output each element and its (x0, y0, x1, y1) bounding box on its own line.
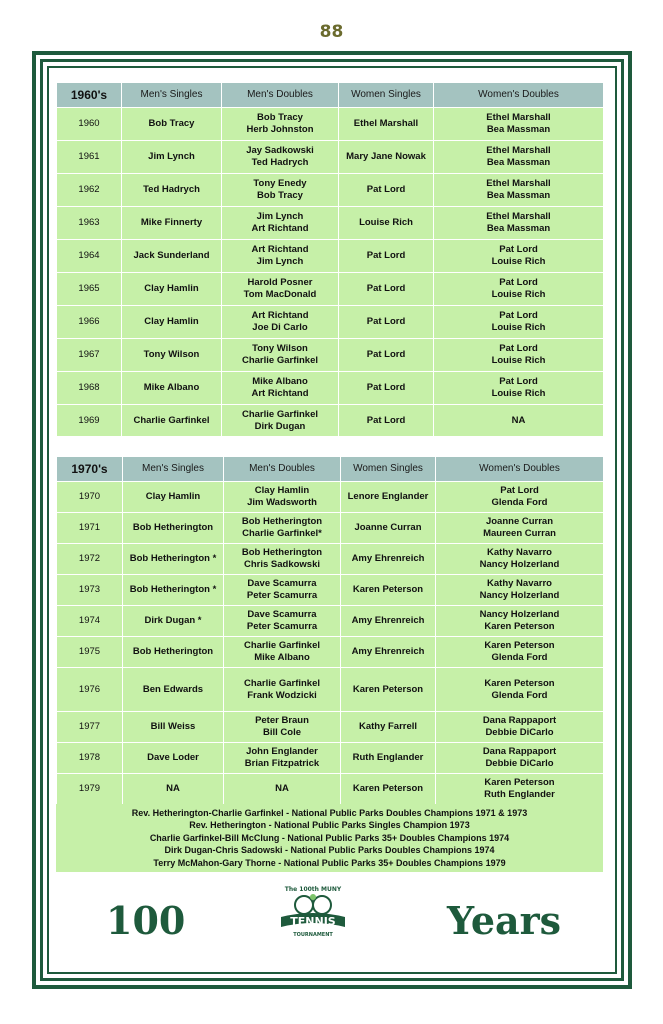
year-cell: 1976 (57, 668, 123, 712)
player-name: Ethel Marshall (486, 211, 551, 222)
player-name: Glenda Ford (491, 497, 548, 508)
women-singles-cell: Pat Lord (339, 405, 434, 437)
player-name: Herb Johnston (246, 124, 314, 135)
table-row (57, 513, 604, 544)
mens-singles-cell: Clay Hamlin (122, 273, 222, 306)
womens-doubles-cell (434, 108, 604, 141)
table-row (57, 405, 604, 437)
year-cell: 1973 (57, 575, 123, 606)
player-name: Pat Lord (499, 310, 538, 321)
player-name: Frank Wodzicki (247, 689, 317, 701)
mens-singles-cell: Mike Finnerty (122, 207, 222, 240)
womens-doubles-cell (434, 273, 604, 306)
mens-doubles-cell (224, 575, 341, 606)
player-name: Pat Lord (500, 485, 539, 496)
mens-doubles-cell (222, 306, 339, 339)
mens-singles-cell: Jim Lynch (122, 141, 222, 174)
year-cell: 1967 (57, 339, 122, 372)
player-name: Brian Fitzpatrick (244, 758, 320, 769)
year-cell: 1965 (57, 273, 122, 306)
player-name: Louise Rich (491, 388, 546, 399)
year-cell: 1960 (57, 108, 122, 141)
table-row (57, 306, 604, 339)
mens-singles-cell: Dave Loder (123, 743, 224, 774)
table-row (57, 108, 604, 141)
womens-doubles-cell (436, 712, 604, 743)
womens-doubles-cell (434, 339, 604, 372)
year-cell: 1966 (57, 306, 122, 339)
player-name: Pat Lord (499, 376, 538, 387)
player-name: Art Richtand (251, 310, 309, 321)
champions-table-1960s (56, 82, 604, 437)
championship-notes (56, 804, 603, 872)
mens-doubles-cell (222, 240, 339, 273)
mens-doubles-cell (224, 668, 341, 712)
mens-singles-cell: Clay Hamlin (122, 306, 222, 339)
tennis-ball-icon (310, 894, 316, 900)
year-cell: 1964 (57, 240, 122, 273)
table-row (57, 482, 604, 513)
player-name: Ethel Marshall (486, 112, 551, 123)
mens-singles-cell: Charlie Garfinkel (122, 405, 222, 437)
player-name: Bea Massman (486, 190, 551, 201)
player-name: Harold Posner (247, 277, 313, 288)
mens-singles-cell: Bill Weiss (123, 712, 224, 743)
player-name: Kathy Navarro (487, 578, 552, 589)
player-name: Art Richtand (251, 244, 309, 255)
womens-doubles-cell (436, 482, 604, 513)
year-cell: 1963 (57, 207, 122, 240)
women-singles-cell: Mary Jane Nowak (339, 141, 434, 174)
player-name: Tom MacDonald (243, 289, 317, 300)
header-mens-doubles: Men's Doubles (224, 457, 341, 482)
player-name: Kathy Navarro (487, 547, 552, 558)
mens-doubles-cell (224, 513, 341, 544)
player-name: Art Richtand (251, 223, 309, 234)
player-name: Bea Massman (486, 124, 551, 135)
womens-doubles-cell (434, 306, 604, 339)
player-name: Glenda Ford (491, 689, 548, 701)
player-name: Debbie DiCarlo (485, 758, 554, 769)
table-row (57, 606, 604, 637)
year-cell: 1978 (57, 743, 123, 774)
player-name: NA (275, 783, 289, 794)
year-cell: 1975 (57, 637, 123, 668)
note-line: Charlie Garfinkel-Bill McClung - National Public Parks 35+ Doubles Champions 1974 (149, 832, 510, 843)
mens-singles-cell: Bob Hetherington * (123, 544, 224, 575)
table-row (57, 339, 604, 372)
year-cell: 1969 (57, 405, 122, 437)
footer-word: Years (447, 898, 562, 943)
mens-singles-cell: Mike Albano (122, 372, 222, 405)
womens-doubles-cell (434, 240, 604, 273)
table-row (57, 712, 604, 743)
women-singles-cell: Pat Lord (339, 273, 434, 306)
player-name: Nancy Holzerland (479, 590, 560, 601)
player-name: Louise Rich (491, 289, 546, 300)
champions-table-1970s (56, 456, 604, 805)
player-name: Dirk Dugan (254, 420, 306, 432)
mens-doubles-cell (222, 108, 339, 141)
player-name: NA (511, 414, 526, 426)
player-name: Bob Hetherington (241, 547, 323, 558)
year-cell: 1971 (57, 513, 123, 544)
player-name: Joe Di Carlo (252, 322, 308, 333)
player-name: Pat Lord (499, 244, 538, 255)
player-name: Clay Hamlin (254, 485, 310, 496)
table-row (57, 575, 604, 606)
decade-label: 1970's (57, 457, 123, 482)
year-cell: 1970 (57, 482, 123, 513)
women-singles-cell: Pat Lord (339, 339, 434, 372)
player-name: Dana Rappaport (482, 746, 557, 757)
year-cell: 1972 (57, 544, 123, 575)
player-name: Mike Albano (254, 652, 310, 663)
player-name: Ruth Englander (484, 789, 555, 800)
womens-doubles-cell (434, 207, 604, 240)
header-mens-singles: Men's Singles (123, 457, 224, 482)
player-name: Karen Peterson (484, 777, 555, 788)
player-name: Bea Massman (486, 223, 551, 234)
header-women-singles: Women Singles (341, 457, 436, 482)
mens-singles-cell: Jack Sunderland (122, 240, 222, 273)
mens-doubles-cell (222, 372, 339, 405)
player-name: Peter Scamurra (246, 590, 318, 601)
women-singles-cell: Amy Ehrenreich (341, 544, 436, 575)
women-singles-cell: Karen Peterson (341, 575, 436, 606)
mens-doubles-cell (224, 774, 341, 805)
player-name: Dana Rappaport (482, 715, 557, 726)
womens-doubles-cell (434, 405, 604, 437)
player-name: Dave Scamurra (247, 609, 317, 620)
womens-doubles-cell (436, 637, 604, 668)
mens-doubles-cell (224, 743, 341, 774)
women-singles-cell: Amy Ehrenreich (341, 606, 436, 637)
player-name: Bob Hetherington (241, 516, 323, 527)
mens-singles-cell: Bob Hetherington (123, 637, 224, 668)
player-name: Charlie Garfinkel (243, 677, 321, 689)
note-line: Rev. Hetherington - National Public Parks Singles Champion 1973 (189, 820, 470, 831)
table-row (57, 544, 604, 575)
header-womens-doubles: Women's Doubles (436, 457, 604, 482)
mens-singles-cell: Tony Wilson (122, 339, 222, 372)
womens-doubles-cell (436, 513, 604, 544)
player-name: Louise Rich (491, 355, 546, 366)
women-singles-cell: Karen Peterson (341, 774, 436, 805)
note-line: Terry McMahon-Gary Thorne - National Public Parks 35+ Doubles Champions 1979 (153, 857, 506, 868)
women-singles-cell: Pat Lord (339, 240, 434, 273)
page-number: 88 (319, 22, 344, 42)
player-name: Jim Wadsworth (247, 497, 317, 508)
player-name: Charlie Garfinkel (243, 640, 321, 651)
header-womens-doubles: Women's Doubles (434, 83, 604, 108)
player-name: Louise Rich (491, 256, 546, 267)
womens-doubles-cell (436, 575, 604, 606)
table-row (57, 774, 604, 805)
mens-doubles-cell (222, 339, 339, 372)
mens-doubles-cell (222, 405, 339, 437)
mens-singles-cell: Clay Hamlin (123, 482, 224, 513)
mens-doubles-cell (222, 141, 339, 174)
table-row (57, 372, 604, 405)
player-name: Jim Lynch (256, 256, 304, 267)
player-name: Karen Peterson (484, 621, 555, 632)
year-cell: 1968 (57, 372, 122, 405)
player-name: Maureen Curran (483, 528, 556, 539)
player-name: Charlie Garfinkel (241, 408, 319, 420)
player-name: Bob Tracy (257, 190, 303, 201)
women-singles-cell: Pat Lord (339, 306, 434, 339)
mens-doubles-cell (222, 273, 339, 306)
player-name: Jim Lynch (256, 211, 304, 222)
women-singles-cell: Kathy Farrell (341, 712, 436, 743)
mens-singles-cell: Bob Hetherington (123, 513, 224, 544)
mens-singles-cell: NA (123, 774, 224, 805)
player-name: Peter Scamurra (246, 621, 318, 632)
womens-doubles-cell (436, 774, 604, 805)
womens-doubles-cell (436, 606, 604, 637)
women-singles-cell: Lenore Englander (341, 482, 436, 513)
player-name: Charlie Garfinkel (241, 355, 319, 366)
player-name: Mike Albano (252, 376, 308, 387)
player-name: John Englander (246, 746, 318, 757)
table-row (57, 207, 604, 240)
player-name: Bob Tracy (257, 112, 303, 123)
player-name: Ethel Marshall (486, 145, 551, 156)
women-singles-cell: Amy Ehrenreich (341, 637, 436, 668)
player-name: Dave Scamurra (247, 578, 317, 589)
player-name: Debbie DiCarlo (485, 727, 554, 738)
mens-doubles-cell (224, 544, 341, 575)
decade-label: 1960's (57, 83, 122, 108)
womens-doubles-cell (436, 743, 604, 774)
women-singles-cell: Pat Lord (339, 372, 434, 405)
year-cell: 1974 (57, 606, 123, 637)
womens-doubles-cell (436, 668, 604, 712)
player-name: Nancy Holzerland (479, 609, 560, 620)
table-row (57, 174, 604, 207)
mens-doubles-cell (222, 174, 339, 207)
womens-doubles-cell (434, 372, 604, 405)
mens-doubles-cell (222, 207, 339, 240)
womens-doubles-cell (434, 141, 604, 174)
womens-doubles-cell (436, 544, 604, 575)
table-row (57, 273, 604, 306)
player-name: Peter Braun (255, 715, 309, 726)
women-singles-cell: Pat Lord (339, 174, 434, 207)
table-row (57, 141, 604, 174)
player-name: Glenda Ford (491, 652, 548, 663)
tennis-tournament-logo (276, 883, 350, 941)
mens-singles-cell: Dirk Dugan * (123, 606, 224, 637)
mens-doubles-cell (224, 712, 341, 743)
women-singles-cell: Ethel Marshall (339, 108, 434, 141)
womens-doubles-cell (434, 174, 604, 207)
mens-singles-cell: Bob Hetherington * (123, 575, 224, 606)
mens-singles-cell: Bob Tracy (122, 108, 222, 141)
logo-bottom-text: TOURNAMENT (293, 932, 333, 938)
player-name: Bill Cole (262, 727, 301, 738)
player-name: Louise Rich (491, 322, 546, 333)
year-cell: 1977 (57, 712, 123, 743)
player-name: Ted Hadrych (251, 157, 309, 168)
footer-number: 100 (106, 898, 186, 943)
player-name: Nancy Holzerland (479, 559, 560, 570)
note-line: Dirk Dugan-Chris Sadowski - National Public Parks Doubles Champions 1974 (164, 845, 495, 856)
logo-top-text: The 100th MUNY (284, 886, 342, 893)
table-row (57, 637, 604, 668)
mens-singles-cell: Ted Hadrych (122, 174, 222, 207)
year-cell: 1961 (57, 141, 122, 174)
header-women-singles: Women Singles (339, 83, 434, 108)
player-name: Bea Massman (486, 157, 551, 168)
player-name: Tony Enedy (253, 178, 307, 189)
player-name: Chris Sadkowski (243, 559, 321, 570)
mens-doubles-cell (224, 606, 341, 637)
note-line: Rev. Hetherington-Charlie Garfinkel - National Public Parks Doubles Champions 1971 & 1973 (131, 808, 528, 818)
logo-main-text: TENNIS (290, 915, 336, 928)
women-singles-cell: Joanne Curran (341, 513, 436, 544)
table-row (57, 743, 604, 774)
player-name: Karen Peterson (484, 677, 555, 689)
player-name: Karen Peterson (484, 640, 555, 651)
player-name: Art Richtand (251, 388, 309, 399)
mens-doubles-cell (224, 482, 341, 513)
player-name: Charlie Garfinkel* (242, 528, 322, 539)
header-mens-doubles: Men's Doubles (222, 83, 339, 108)
women-singles-cell: Ruth Englander (341, 743, 436, 774)
table-row (57, 668, 604, 712)
women-singles-cell: Karen Peterson (341, 668, 436, 712)
player-name: Ethel Marshall (486, 178, 551, 189)
player-name: Tony Wilson (252, 343, 308, 354)
racquet-icon (295, 896, 313, 914)
mens-doubles-cell (224, 637, 341, 668)
table-row (57, 240, 604, 273)
year-cell: 1979 (57, 774, 123, 805)
header-mens-singles: Men's Singles (122, 83, 222, 108)
year-cell: 1962 (57, 174, 122, 207)
player-name: Jay Sadkowski (246, 145, 314, 156)
player-name: Pat Lord (499, 277, 538, 288)
mens-singles-cell: Ben Edwards (123, 668, 224, 712)
player-name: Joanne Curran (485, 516, 554, 527)
racquet-icon (313, 896, 331, 914)
women-singles-cell: Louise Rich (339, 207, 434, 240)
player-name: Pat Lord (499, 343, 538, 354)
